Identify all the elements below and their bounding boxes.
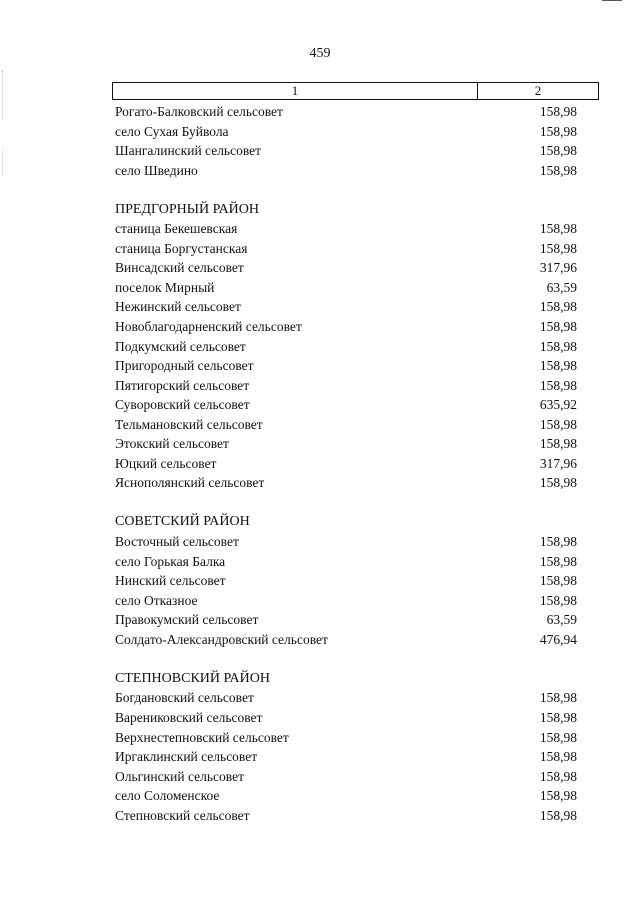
table-row [115, 278, 577, 298]
row-name: Рогато-Балковский сельсовет [115, 104, 283, 119]
row-value: 158,98 [539, 553, 577, 569]
table-row [115, 630, 577, 650]
row-name: Новоблагодарненский сельсовет [115, 319, 302, 335]
table-row [115, 786, 577, 806]
row-name: Пятигорский сельсовет [115, 377, 250, 393]
row-value: 158,98 [539, 768, 577, 784]
row-name: Иргаклинский сельсовет [115, 749, 258, 765]
row-name: Верхнестепновский сельсовет [115, 729, 289, 745]
row-name: Нинский сельсовет [115, 573, 226, 589]
row-name: село Отказное [115, 592, 198, 608]
row-value: 158,98 [539, 338, 577, 354]
table-row [115, 767, 577, 787]
row-value: 158,98 [539, 221, 577, 237]
row-value: 158,98 [539, 592, 577, 608]
table-row [115, 376, 577, 396]
margin-mark [2, 150, 5, 175]
row-value: 158,98 [539, 377, 577, 393]
table-row [115, 122, 577, 142]
row-value: 158,98 [539, 436, 577, 452]
row-name: Пригородный сельсовет [115, 358, 254, 374]
table-row [115, 473, 577, 493]
table-row [115, 415, 577, 435]
table-row [115, 552, 577, 572]
row-name: Правокумский сельсовет [115, 612, 259, 628]
table-header [112, 82, 599, 100]
row-name: Нежинский сельсовет [115, 299, 241, 315]
row-value: 158,98 [539, 475, 577, 491]
row-name: Юцкий сельсовет [115, 455, 217, 471]
row-name: Варениковский сельсовет [115, 709, 263, 725]
row-name: Яснополянский сельсовет [115, 475, 265, 491]
row-value: 158,98 [539, 573, 577, 589]
row-name: станица Боргустанская [115, 240, 248, 256]
table-row [115, 356, 577, 376]
section-title: СОВЕТСКИЙ РАЙОН [115, 514, 250, 530]
row-name: Степновский сельсовет [115, 807, 250, 823]
table-row [115, 571, 577, 591]
row-value: 158,98 [539, 729, 577, 745]
row-name: село Сухая Буйвола [115, 123, 229, 139]
column-2-header: 2 [534, 83, 542, 98]
table-row [115, 434, 577, 454]
section-spacer [115, 649, 577, 669]
margin-mark [2, 70, 5, 120]
row-value: 158,98 [539, 690, 577, 706]
row-name: село Соломенское [115, 788, 220, 804]
table-row [115, 708, 577, 728]
row-name: Тельмановский сельсовет [115, 416, 263, 432]
row-name: Этокский сельсовет [115, 436, 229, 452]
row-value: 63,59 [546, 612, 577, 628]
section-title: СТЕПНОВСКИЙ РАЙОН [115, 670, 270, 686]
table-row [115, 532, 577, 552]
table-row [115, 688, 577, 708]
row-name: поселок Мирный [115, 279, 215, 295]
row-value: 158,98 [539, 123, 577, 139]
row-value: 158,98 [539, 319, 577, 335]
row-value: 158,98 [539, 162, 577, 178]
corner-mark [602, 0, 622, 3]
row-name: село Шведино [115, 162, 198, 178]
table-row [115, 747, 577, 767]
row-value: 158,98 [539, 709, 577, 725]
row-value: 158,98 [539, 299, 577, 315]
table-row [115, 141, 577, 161]
row-name: Шангалинский сельсовет [115, 143, 262, 159]
table-row [115, 239, 577, 259]
table-row [115, 591, 577, 611]
section-spacer [115, 180, 577, 200]
table-row [115, 161, 577, 181]
table-row [115, 258, 577, 278]
row-value: 317,96 [539, 455, 577, 471]
row-value: 158,98 [539, 358, 577, 374]
table-row [115, 806, 577, 826]
row-name: Винсадский сельсовет [115, 260, 244, 276]
table-body [115, 102, 577, 825]
row-value: 476,94 [539, 631, 577, 647]
row-value: 317,96 [539, 260, 577, 276]
row-name: Суворовский сельсовет [115, 397, 250, 413]
table-row [115, 728, 577, 748]
table-row [115, 317, 577, 337]
row-name: Подкумский сельсовет [115, 338, 246, 354]
table-row [115, 610, 577, 630]
table-row [115, 454, 577, 474]
row-value: 635,92 [539, 397, 577, 413]
section-spacer [115, 493, 577, 513]
table-row [115, 395, 577, 415]
row-name: Восточный сельсовет [115, 534, 239, 550]
row-name: Ольгинский сельсовет [115, 768, 244, 784]
row-value: 158,98 [539, 534, 577, 550]
page-number: 459 [309, 46, 331, 61]
row-value: 158,98 [539, 788, 577, 804]
row-value: 158,98 [539, 749, 577, 765]
row-value: 158,98 [539, 104, 577, 119]
row-name: Богдановский сельсовет [115, 690, 254, 706]
row-name: село Горькая Балка [115, 553, 226, 569]
table-row [115, 337, 577, 357]
section-title: ПРЕДГОРНЫЙ РАЙОН [115, 201, 260, 217]
row-value: 158,98 [539, 416, 577, 432]
column-1-header: 1 [113, 83, 478, 99]
row-value: 158,98 [539, 143, 577, 159]
table-row [115, 102, 577, 122]
row-name: станица Бекешевская [115, 221, 238, 237]
row-name: Солдато-Александровский сельсовет [115, 631, 328, 647]
row-value: 158,98 [539, 807, 577, 823]
row-value: 63,59 [546, 279, 577, 295]
table-row [115, 219, 577, 239]
table-row [115, 297, 577, 317]
row-value: 158,98 [539, 240, 577, 256]
